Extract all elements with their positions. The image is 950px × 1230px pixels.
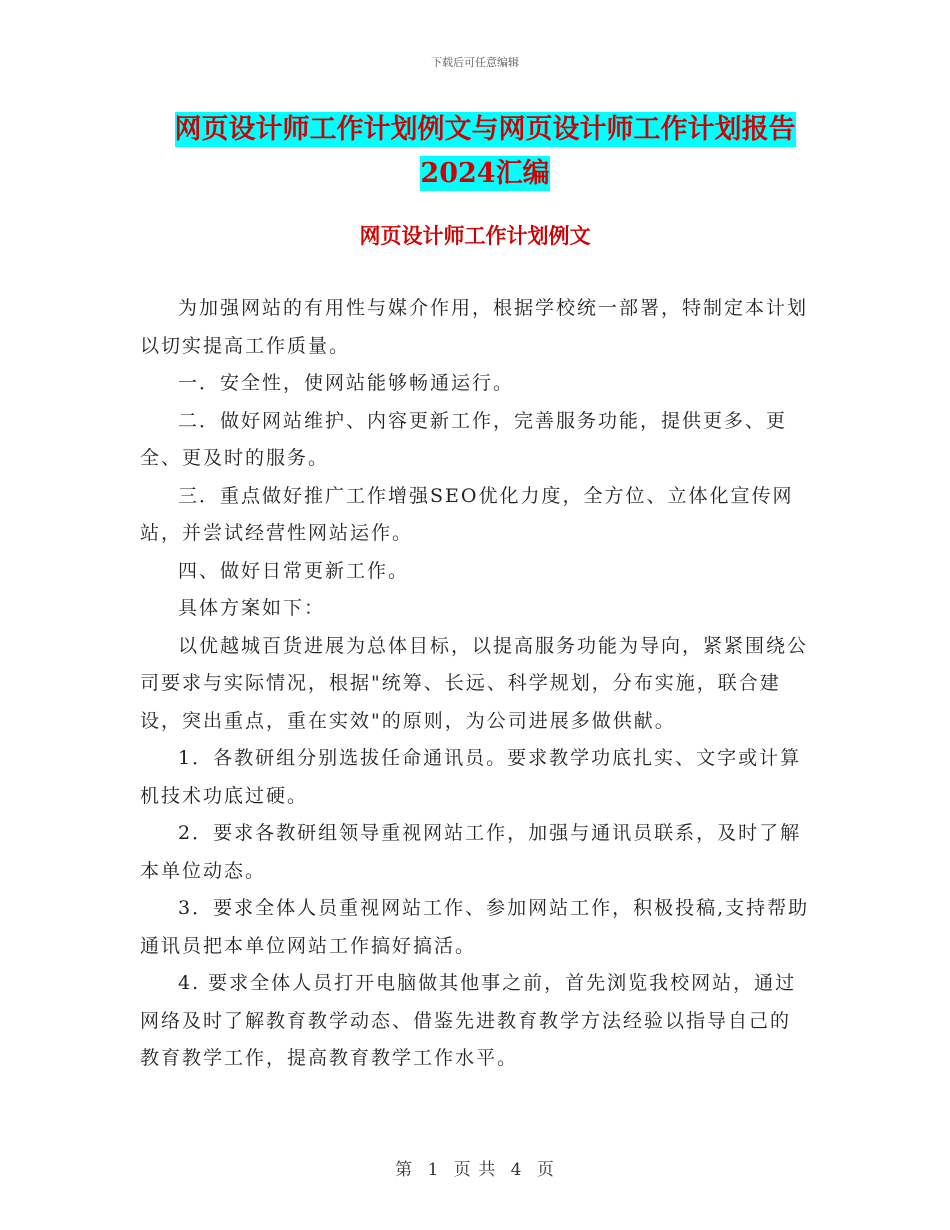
paragraph: 二．做好网站维护、内容更新工作，完善服务功能，提供更多、更全、更及时的服务。 [140, 409, 788, 469]
page-footer [0, 1155, 950, 1180]
header-note: 下载后可任意编辑 [431, 56, 519, 69]
footer-page-number: 1 [427, 1160, 440, 1180]
paragraph: 四、做好日常更新工作。 [178, 559, 410, 582]
paragraph: 2．要求各教研组领导重视网站工作，加强与通讯员联系，及时了解本单位动态。 [140, 822, 802, 882]
footer-suffix: 页 [536, 1160, 555, 1180]
footer-total-pages: 4 [510, 1160, 523, 1180]
body-text [140, 290, 810, 1078]
paragraph: 一．安全性，使网站能够畅通运行。 [178, 372, 515, 394]
title-line-2: 2024汇编 [420, 158, 550, 189]
document-title [140, 108, 830, 196]
footer-prefix: 第 [395, 1160, 414, 1180]
title-line-1: 网页设计师工作计划例文与网页设计师工作计划报告 [174, 114, 796, 145]
paragraph: 具体方案如下： [178, 597, 326, 619]
footer-mid: 页 共 [453, 1160, 497, 1180]
paragraph: 3．要求全体人员重视网站工作、参加网站工作，积极投稿,支持帮助通讯员把本单位网站工作搞好搞活。 [140, 897, 810, 957]
paragraph: 4. 要求全体人员打开电脑做其他事之前，首先浏览我校网站，通过网络及时了解教育教学动态、借鉴先进教育教学方法经验以指导自己的教育教学工作，提高教育教学工作水平。 [140, 972, 797, 1069]
paragraph: 以优越城百货进展为总体目标，以提高服务功能为导向，紧紧围绕公司要求与实际情况，根据"统筹、长远、科学规划，分布实施，联合建设，突出重点，重在实效"的原则，为公司进展多做供献。 [140, 634, 809, 732]
paragraph: 三．重点做好推广工作增强SEO优化力度，全方位、立体化宣传网站，并尝试经营性网站运作。 [140, 484, 794, 544]
paragraph: 为加强网站的有用性与媒介作用，根据学校统一部署，特制定本计划以切实提高工作质量。 [140, 297, 809, 357]
section-title: 网页设计师工作计划例文 [359, 223, 591, 248]
paragraph: 1．各教研组分别选拔任命通讯员。要求教学功底扎实、文字或计算机技术功底过硬。 [140, 747, 802, 807]
